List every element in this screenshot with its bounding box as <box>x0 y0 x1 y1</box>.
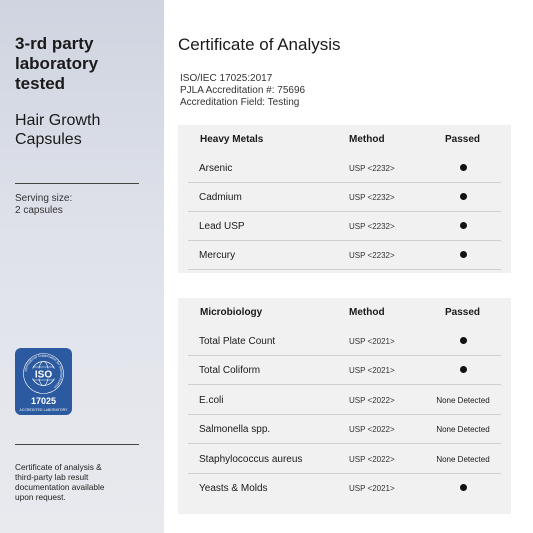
table-row <box>188 356 501 385</box>
serving-label: Serving size: <box>15 193 73 204</box>
table-row <box>188 212 501 241</box>
method-value: USP <2232> <box>349 164 395 173</box>
footnote-line: Certificate of analysis & <box>15 462 102 472</box>
footnote-line: documentation available <box>15 482 105 492</box>
method-value: USP <2022> <box>349 396 395 405</box>
method-value: USP <2022> <box>349 455 395 464</box>
analyte-name: Yeasts & Molds <box>199 483 268 494</box>
heavy-metals-table <box>178 125 511 273</box>
table-row <box>188 183 501 212</box>
method-value: USP <2022> <box>349 425 395 434</box>
headline-line: 3-rd party <box>15 34 94 53</box>
table-row <box>188 415 501 444</box>
passed-dot-icon <box>460 366 467 373</box>
divider <box>15 183 139 184</box>
method-value: USP <2021> <box>349 366 395 375</box>
table-row <box>188 241 501 270</box>
passed-cell <box>433 251 493 260</box>
passed-dot-icon <box>460 222 467 229</box>
badge-ring-text: International Organization for Standardization <box>23 353 64 390</box>
table-row <box>188 445 501 474</box>
standard-line: ISO/IEC 17025:2017 <box>180 73 273 84</box>
analyte-name: Mercury <box>199 250 236 261</box>
analyte-name: Lead USP <box>199 221 245 232</box>
column-header-method: Method <box>349 134 385 145</box>
table-row <box>188 327 501 356</box>
analyte-name: Cadmium <box>199 192 242 203</box>
iso-accreditation-badge <box>15 348 72 415</box>
passed-cell <box>433 484 493 493</box>
method-value: USP <2021> <box>349 484 395 493</box>
column-header-name: Heavy Metals <box>200 134 264 145</box>
analyte-name: Salmonella spp. <box>199 424 271 435</box>
serving-value: 2 capsules <box>15 205 63 216</box>
iso-logo-text: ISO <box>34 369 53 381</box>
analyte-name: Staphylococcus aureus <box>199 454 303 465</box>
passed-cell <box>433 164 493 173</box>
passed-dot-icon <box>460 193 467 200</box>
passed-dot-icon <box>460 164 467 171</box>
table-header <box>178 298 511 326</box>
accreditation-info <box>180 73 305 109</box>
column-header-passed: Passed <box>445 307 481 318</box>
serving-size <box>15 193 155 217</box>
method-value: USP <2232> <box>349 193 395 202</box>
analyte-name: E.coli <box>199 395 224 406</box>
passed-dot-icon <box>460 484 467 491</box>
page-title: Certificate of Analysis <box>178 35 341 54</box>
column-header-passed: Passed <box>445 134 481 145</box>
method-value: USP <2232> <box>349 251 395 260</box>
method-value: USP <2232> <box>349 222 395 231</box>
sidebar <box>0 0 164 533</box>
passed-cell <box>433 193 493 202</box>
table-row <box>188 474 501 503</box>
analyte-name: Total Coliform <box>199 365 261 376</box>
footnote <box>15 462 155 502</box>
product-name <box>15 111 155 149</box>
accreditation-field-line: Accreditation Field: Testing <box>180 97 300 108</box>
passed-dot-icon <box>460 251 467 258</box>
footnote-line: upon request. <box>15 492 66 502</box>
badge-number: 17025 <box>30 396 57 406</box>
sidebar-headline <box>15 34 155 94</box>
analyte-name: Arsenic <box>199 163 233 174</box>
passed-result: None Detected <box>436 455 490 464</box>
column-header-name: Microbiology <box>200 307 263 318</box>
divider <box>15 444 139 445</box>
method-value: USP <2021> <box>349 337 395 346</box>
microbiology-table <box>178 298 511 514</box>
product-name-line: Capsules <box>15 131 82 148</box>
headline-line: laboratory <box>15 54 99 73</box>
table-header <box>178 125 511 153</box>
column-header-method: Method <box>349 307 385 318</box>
passed-cell <box>433 337 493 346</box>
headline-line: tested <box>15 74 66 93</box>
badge-label: ACCREDITED LABORATORY <box>19 408 68 412</box>
accreditation-line: PJLA Accreditation #: 75696 <box>180 85 306 96</box>
analyte-name: Total Plate Count <box>199 336 276 347</box>
product-name-line: Hair Growth <box>15 112 101 129</box>
footnote-line: third-party lab result <box>15 472 89 482</box>
table-row <box>188 154 501 183</box>
globe-icon <box>21 351 66 396</box>
passed-cell <box>433 222 493 231</box>
passed-cell <box>433 366 493 375</box>
passed-result: None Detected <box>436 425 490 434</box>
passed-dot-icon <box>460 337 467 344</box>
table-row <box>188 386 501 415</box>
passed-result: None Detected <box>436 396 490 405</box>
